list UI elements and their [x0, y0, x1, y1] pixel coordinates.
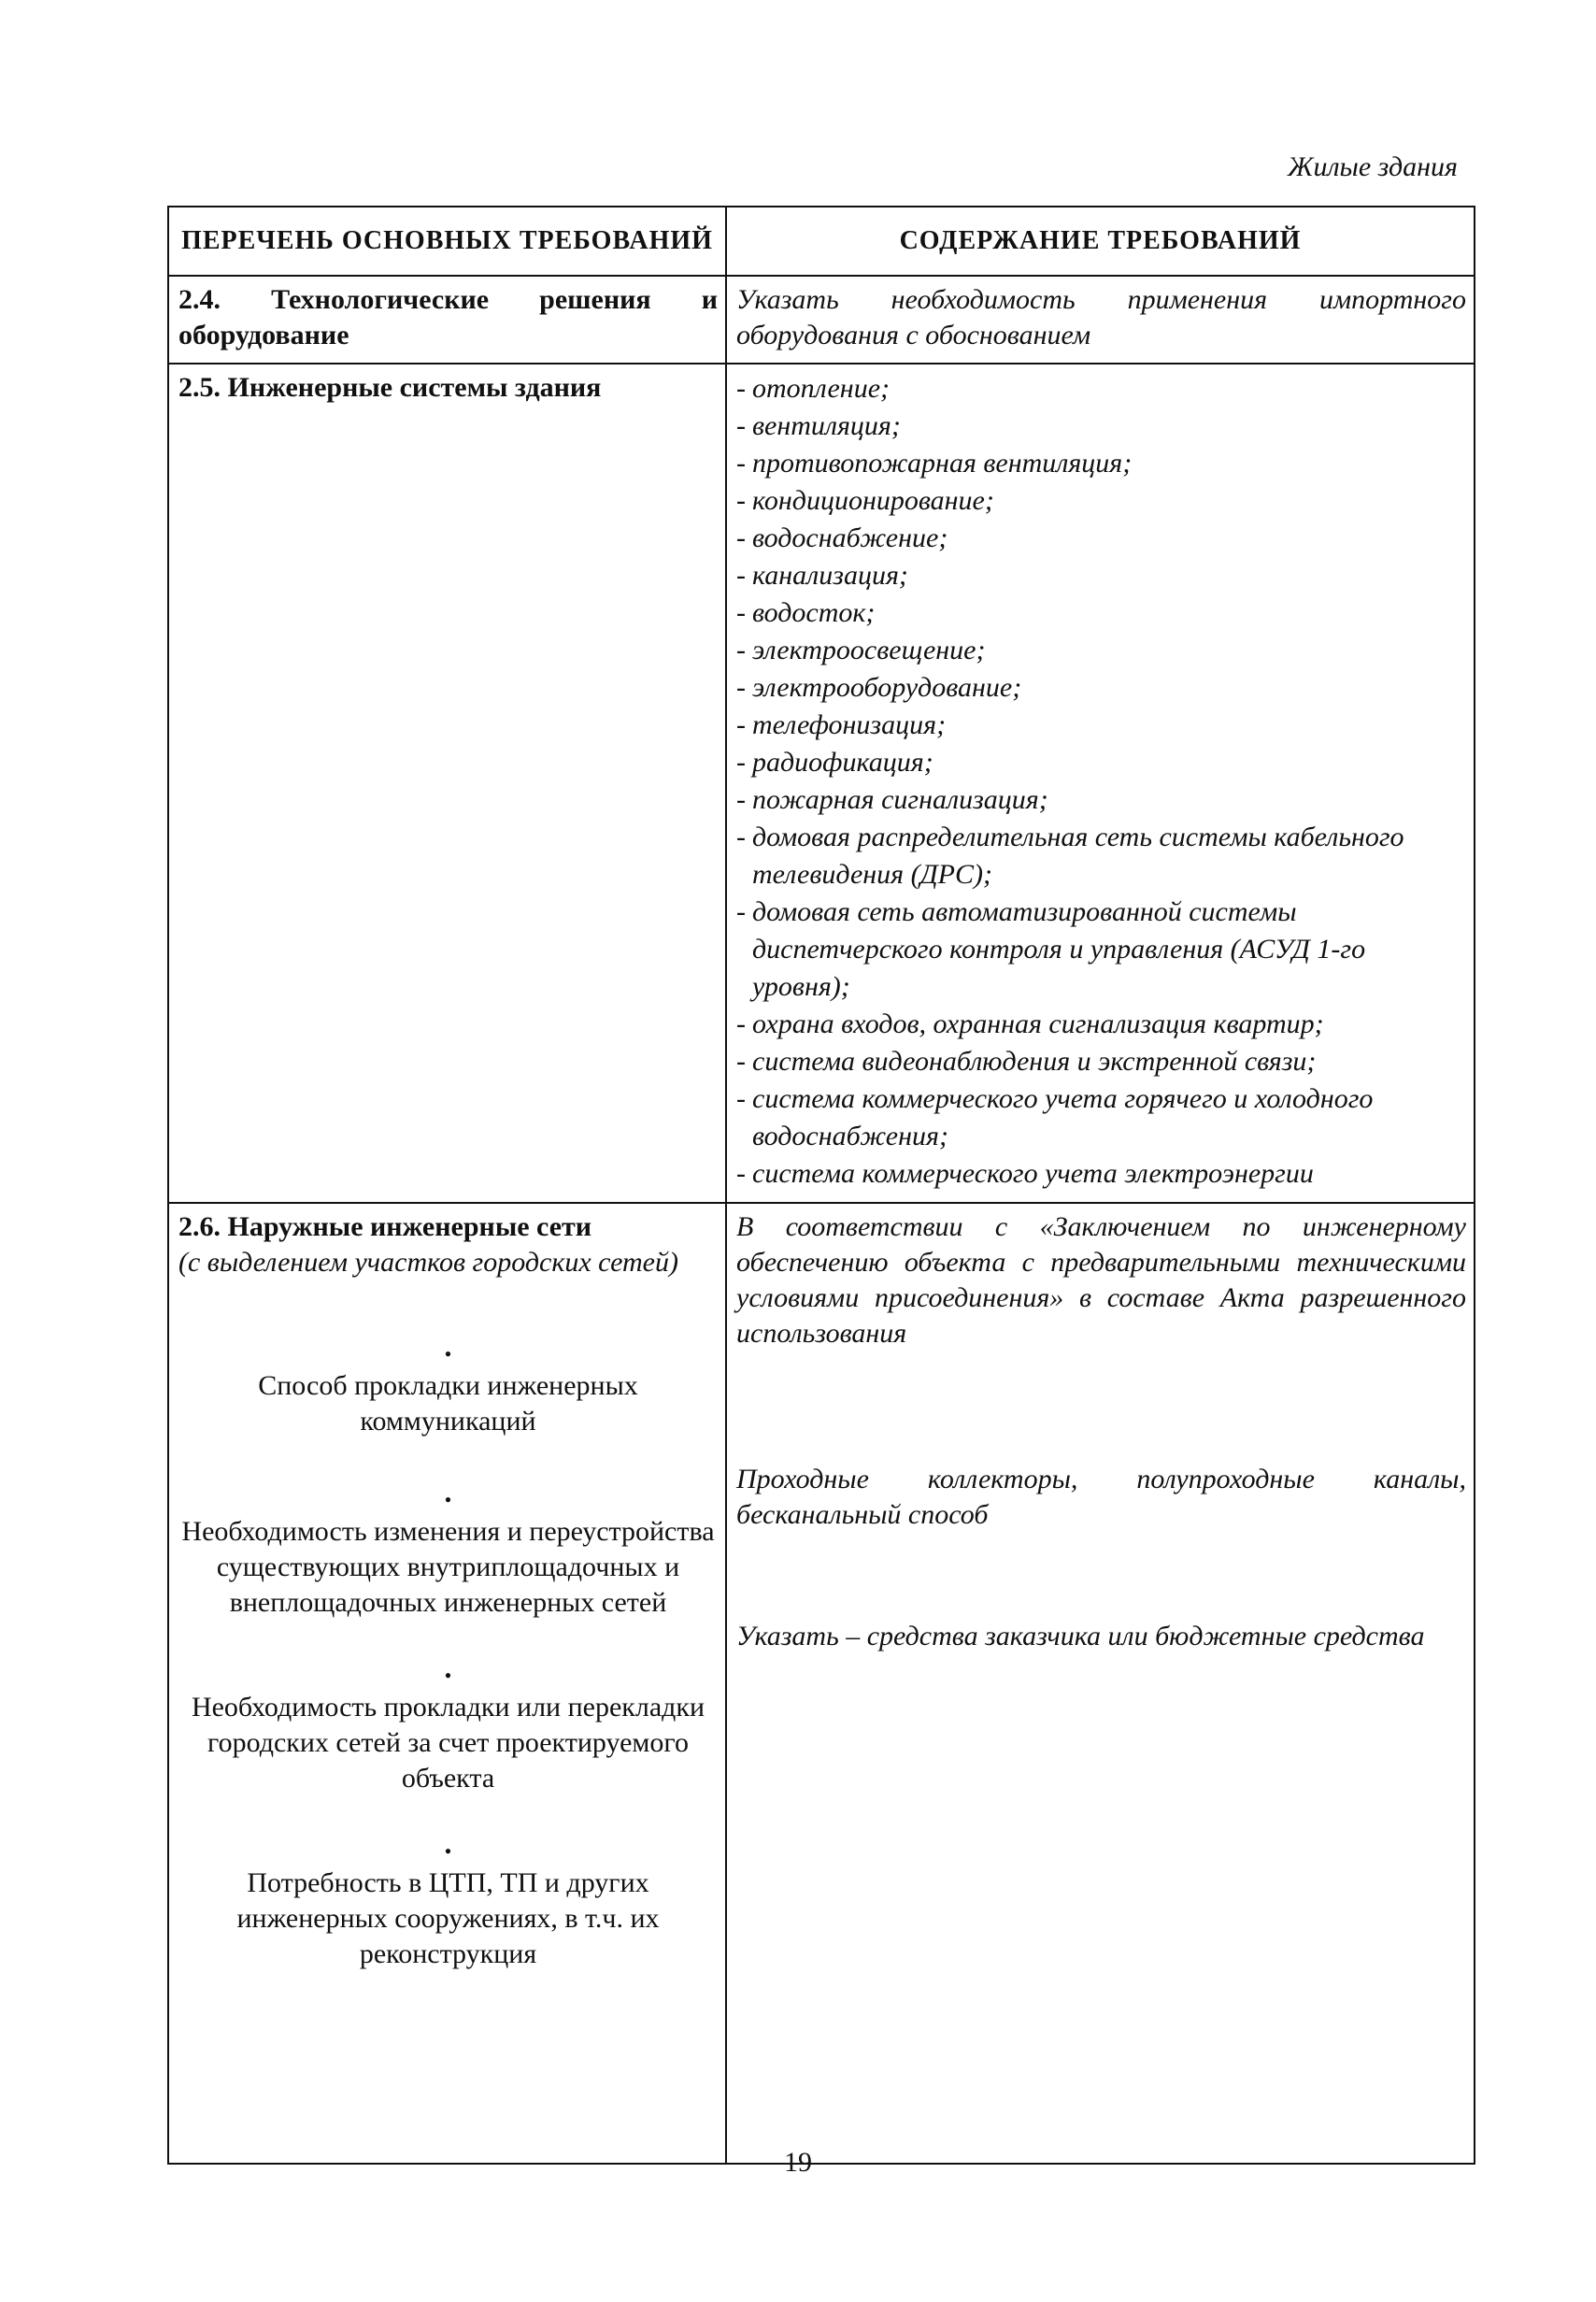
row-2-6-title: 2.6. Наружные инженерные сети: [178, 1211, 592, 1242]
row-2-5-left: [168, 364, 726, 1203]
sub-item-laying-method: [178, 1340, 718, 1439]
requirements-table: [167, 206, 1475, 2165]
sub-item-network-change: [178, 1486, 718, 1621]
row-2-6-subtitle: (с выделением участков городских сетей): [178, 1247, 678, 1278]
list-item: - отопление;: [736, 373, 890, 404]
list-item: - канализация;: [736, 560, 908, 591]
sub-item-label: Потребность в ЦТП, ТП и других инженерных сооружениях, в т.ч. их реконструкция: [236, 1867, 660, 1969]
page-number: 19: [784, 2147, 812, 2178]
sub-item-network-change-content: Указать – средства заказчика или бюджетные средства: [736, 1621, 1425, 1651]
row-2-6-intro: В соответствии с «Заключением по инженерному обеспечению объекта с предварительными техническими условиями присоединения» в составе Акта разрешенного использования: [736, 1211, 1466, 1349]
row-2-4-title: 2.4. Технологические решения и оборудование: [178, 284, 718, 350]
list-item: - домовая распределительная сеть системы кабельного телевидения (ДРС);: [736, 822, 1404, 890]
row-2-4-content: Указать необходимость применения импортного оборудования с обоснованием: [736, 284, 1466, 350]
bullet-icon: •: [444, 1664, 452, 1687]
list-item: - система коммерческого учета электроэнергии: [736, 1158, 1314, 1189]
header-left: ПЕРЕЧЕНЬ ОСНОВНЫХ ТРЕБОВАНИЙ: [168, 207, 726, 276]
row-2-4-right: [726, 276, 1475, 364]
list-item: - кондиционирование;: [736, 485, 994, 516]
list-item: - пожарная сигнализация;: [736, 784, 1048, 815]
row-2-6-right: [726, 1203, 1475, 2164]
row-2-5-title: 2.5. Инженерные системы здания: [178, 372, 602, 403]
list-item: - электрооборудование;: [736, 672, 1022, 703]
list-item: - водосток;: [736, 597, 876, 628]
table-row: [168, 1203, 1475, 2164]
sub-item-city-networks: [178, 1662, 718, 1796]
sub-item-label: Способ прокладки инженерных коммуникаций: [258, 1370, 638, 1437]
list-item: - электроосвещение;: [736, 635, 986, 665]
row-2-4-left: [168, 276, 726, 364]
row-2-5-right: [726, 364, 1475, 1203]
sub-item-ctp-tp: [178, 1837, 718, 1972]
table-header-row: [168, 207, 1475, 276]
row-2-6-left: [168, 1203, 726, 2164]
running-head: Жилые здания: [1287, 151, 1458, 182]
bullet-icon: •: [444, 1488, 452, 1511]
bullet-icon: •: [444, 1342, 452, 1365]
engineering-systems-list: [736, 370, 1466, 1193]
list-item: - система коммерческого учета горячего и холодного водоснабжения;: [736, 1083, 1374, 1151]
table-row: [168, 364, 1475, 1203]
list-item: - радиофикация;: [736, 747, 933, 778]
sub-item-label: Необходимость прокладки или перекладки городских сетей за счет проектируемого объекта: [191, 1692, 705, 1794]
list-item: - водоснабжение;: [736, 522, 948, 553]
list-item: - противопожарная вентиляция;: [736, 448, 1133, 479]
list-item: - охрана входов, охранная сигнализация квартир;: [736, 1008, 1324, 1039]
list-item: - домовая сеть автоматизированной системы диспетчерского контроля и управления (АСУД 1-го уровня);: [736, 896, 1366, 1002]
sub-item-laying-method-content: Проходные коллекторы, полупроходные каналы, бесканальный способ: [736, 1464, 1466, 1530]
table-row: [168, 276, 1475, 364]
list-item: - система видеонаблюдения и экстренной связи;: [736, 1046, 1317, 1077]
sub-item-label: Необходимость изменения и переустройства существующих внутриплощадочных и внеплощадочных инженерных сетей: [181, 1516, 715, 1618]
header-right: СОДЕРЖАНИЕ ТРЕБОВАНИЙ: [726, 207, 1475, 276]
bullet-icon: •: [444, 1839, 452, 1863]
list-item: - вентиляция;: [736, 410, 901, 441]
list-item: - телефонизация;: [736, 709, 947, 740]
